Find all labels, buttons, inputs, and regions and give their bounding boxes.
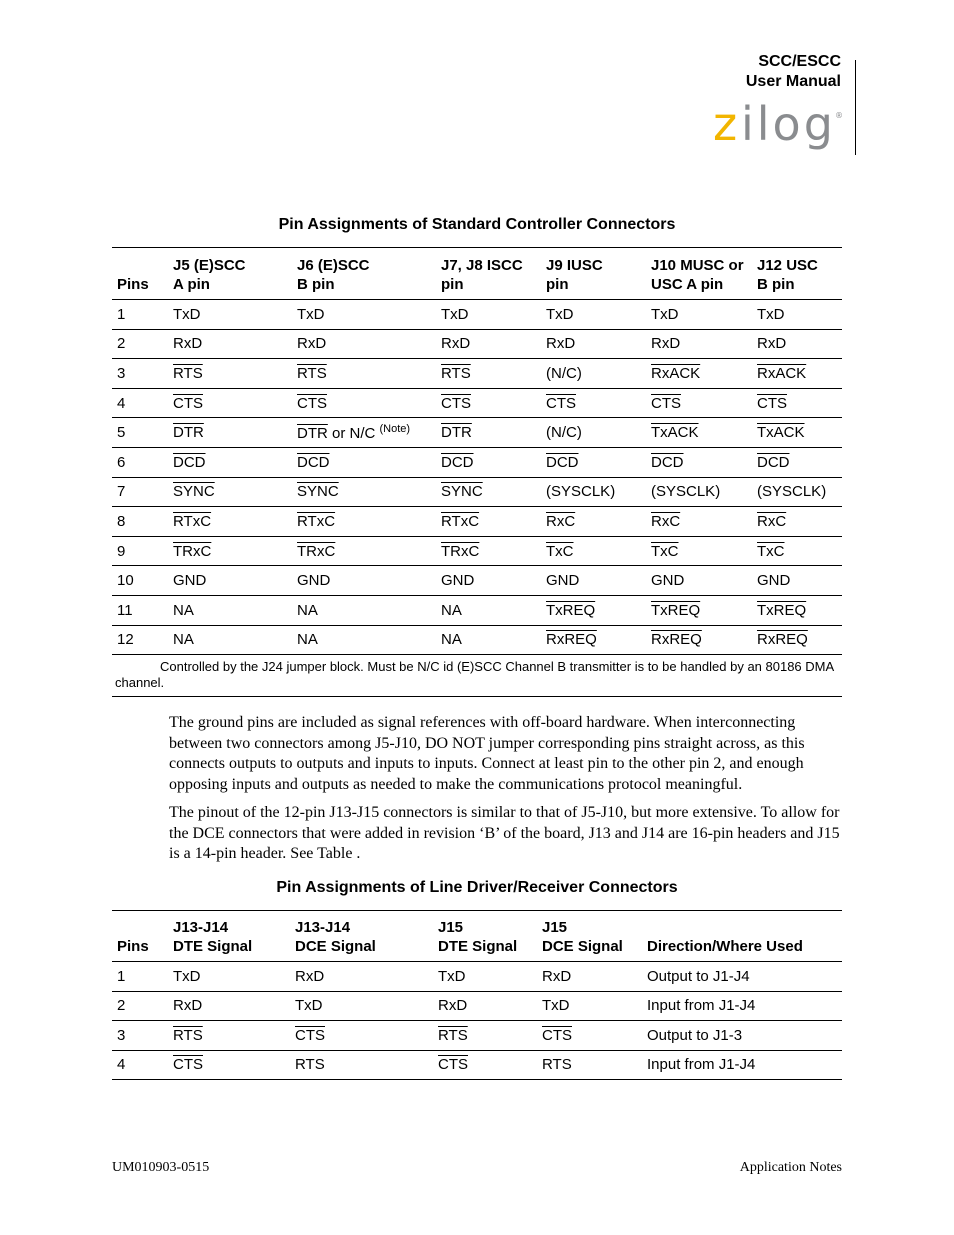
table-cell: [752, 507, 842, 537]
table2-header-j15-dte: J15 DTE Signal: [438, 919, 518, 955]
table-cell: [290, 1021, 433, 1051]
signal-active-low: SYNC: [297, 483, 339, 501]
signal-active-low: $\overline{DCD}$: [651, 453, 684, 471]
table1-header-j7-j8: J7, J8 ISCC pin: [441, 257, 523, 293]
table-cell: [168, 418, 292, 448]
signal-active-low: $\overline{DTR}$: [297, 425, 328, 443]
table-cell: GND: [757, 572, 791, 590]
table-cell: 12: [117, 631, 134, 649]
document-title-line2: User Manual: [745, 73, 841, 90]
table-cell: 2: [117, 997, 126, 1015]
table-cell: NA: [441, 601, 462, 619]
signal-active-low: $\overline{CTS}$: [295, 1026, 325, 1044]
table-cell: GND: [651, 572, 685, 590]
table-cell: [537, 1021, 642, 1051]
table-cell: (N/C): [546, 424, 582, 442]
table1-header-j12: J12 USC B pin: [757, 257, 818, 293]
table-cell: [433, 1050, 537, 1080]
table-cell: NA: [297, 631, 318, 649]
table-cell: [436, 507, 541, 537]
table-cell: [752, 388, 842, 418]
table-row: [112, 595, 842, 625]
signal-active-low: SYNC: [173, 483, 215, 501]
signal-active-low: RxREQ: [651, 631, 702, 649]
table2-header-direction: Direction/Where Used: [647, 938, 803, 955]
signal-active-low: TxREQ: [757, 601, 807, 619]
table1-header-j9: J9 IUSC pin: [546, 257, 603, 293]
table-cell: RxD: [441, 335, 471, 353]
table-cell: 9: [117, 542, 126, 560]
signal-active-low: $\overline{DCD}$: [173, 453, 206, 471]
signal-active-low: $\overline{DCD}$: [757, 453, 790, 471]
table-cell: (SYSCLK): [651, 483, 721, 501]
table1-note-text: Controlled by the J24 jumper block. Must be N/C id (E)SCC Channel B transmitter is to be handled by an 80186 DMA channel.: [115, 659, 834, 691]
signal-active-low: RTxC: [173, 512, 212, 530]
signal-active-low: $\overline{CTS}$: [173, 1056, 203, 1074]
signal-active-low: RTxC: [297, 512, 336, 530]
table1-header-row: [112, 248, 842, 300]
signal-active-low: SYNC: [441, 483, 483, 501]
table-row: [112, 300, 842, 330]
signal-active-low: $\overline{CTS}$: [542, 1026, 572, 1044]
signal-active-low: RTxC: [441, 512, 480, 530]
table-cell: [292, 536, 436, 566]
table-cell: (N/C): [546, 364, 582, 382]
body-paragraph-pinout: The pinout of the 12-pin J13-J15 connectors is similar to that of J5-J10, but more extensive. To allow for the DCE connectors that were added in revision ‘B’ of the board, J13 and J14 are 16-pin headers and J15 is a 14-pin header. See Table .: [169, 804, 840, 862]
signal-active-low: $\overline{RxC}$: [651, 512, 681, 530]
table-cell: 4: [117, 1056, 126, 1074]
signal-active-low: $\overline{CTS}$: [297, 394, 327, 412]
table-cell: RTS: [295, 1056, 325, 1074]
table-cell: (SYSCLK): [757, 483, 827, 501]
table-row: [112, 1050, 842, 1080]
line-driver-connectors-table: [112, 910, 842, 1080]
table-cell: 5: [117, 424, 126, 442]
document-number: UM010903-0515: [112, 1160, 210, 1175]
table-cell: [752, 625, 842, 655]
table-cell: [541, 507, 646, 537]
table-cell: TxD: [757, 305, 785, 323]
table2-header-pins: Pins: [117, 938, 149, 955]
signal-active-low: $\overline{DTR}$: [173, 424, 204, 442]
zilog-logo-z: z: [713, 104, 738, 151]
table-cell: [433, 1021, 537, 1051]
table-cell: [292, 507, 436, 537]
table1-note-row: [112, 655, 842, 697]
table-cell: [541, 388, 646, 418]
table-row: [112, 359, 842, 389]
table-cell: [292, 447, 436, 477]
table-cell: 1: [117, 967, 126, 985]
table-cell: RxD: [438, 997, 468, 1015]
table-row: [112, 991, 842, 1021]
cell-suffix: or N/C: [327, 425, 380, 443]
signal-active-low: $\overline{CTS}$: [441, 394, 471, 412]
table-cell: [168, 359, 292, 389]
registered-mark-icon: ®: [835, 111, 843, 120]
table-cell: Input from J1-J4: [647, 997, 756, 1015]
table-cell: [541, 595, 646, 625]
table-cell: RTS: [542, 1056, 572, 1074]
table-cell: (SYSCLK): [546, 483, 616, 501]
table2-header-j13-dte: J13-J14 DTE Signal: [173, 919, 253, 955]
signal-active-low: $\overline{DTR}$: [441, 424, 472, 442]
table-row: [112, 388, 842, 418]
table-cell: [168, 536, 292, 566]
table-cell: NA: [173, 631, 194, 649]
table-cell: [168, 447, 292, 477]
signal-active-low: TxREQ: [546, 601, 596, 619]
table-cell: Output to J1-J4: [647, 967, 750, 985]
signal-active-low: RxREQ: [546, 631, 597, 649]
table-cell: NA: [441, 631, 462, 649]
table-cell: TxD: [438, 967, 466, 985]
table1-header-pins: Pins: [117, 276, 149, 293]
table-cell: TxD: [295, 997, 323, 1015]
table-cell: [168, 388, 292, 418]
signal-active-low: $\overline{RTS}$: [173, 364, 203, 382]
standard-connectors-table: [112, 247, 842, 697]
signal-active-low: $\overline{DCD}$: [441, 453, 474, 471]
table-cell: [646, 536, 752, 566]
signal-active-low: TxREQ: [651, 601, 701, 619]
table-cell: RxD: [173, 997, 203, 1015]
table-cell: [436, 477, 541, 507]
table-cell: RxD: [546, 335, 576, 353]
table-row: [112, 625, 842, 655]
table-cell: GND: [546, 572, 580, 590]
table-cell: TxD: [297, 305, 325, 323]
table-cell: 6: [117, 453, 126, 471]
table-cell: 2: [117, 335, 126, 353]
table-row: [112, 477, 842, 507]
table-row: [112, 536, 842, 566]
header-divider: [855, 60, 856, 155]
table-cell: [168, 477, 292, 507]
signal-active-low: $\overline{RxC}$: [546, 512, 576, 530]
table-cell: [752, 536, 842, 566]
table2-header-j13-dce: J13-J14 DCE Signal: [295, 919, 376, 955]
table-row: [112, 329, 842, 359]
table-cell: NA: [297, 601, 318, 619]
table-cell: [541, 625, 646, 655]
table1-header-j6: J6 (E)SCC B pin: [297, 257, 370, 293]
table-cell: TxD: [542, 997, 570, 1015]
table-row: [112, 507, 842, 537]
table-cell: [646, 388, 752, 418]
table-cell: TxD: [546, 305, 574, 323]
table2-header-row: [112, 911, 842, 962]
table-cell: [646, 447, 752, 477]
document-title: [746, 52, 841, 92]
table1-note: [112, 655, 842, 697]
table2-header-j15-dce: J15 DCE Signal: [542, 919, 623, 955]
table-cell: 4: [117, 394, 126, 412]
table-cell: 7: [117, 483, 126, 501]
table-cell: Output to J1-3: [647, 1026, 743, 1044]
body-paragraph-ground-pins: The ground pins are included as signal references with off-board hardware. When interconnecting between two connectors among J5-J10, DO NOT jumper corresponding pins straight across, as this connects outputs to outputs and inputs to inputs. Connect at least pin to the other pin 2, and enough opposing inputs and outputs as needed to make the communications protocol meaningful.: [169, 714, 805, 793]
table-cell: [436, 388, 541, 418]
table-cell: [292, 477, 436, 507]
signal-active-low: $\overline{RTS}$: [438, 1026, 468, 1044]
table-cell: GND: [297, 572, 331, 590]
table-cell: GND: [173, 572, 207, 590]
signal-active-low: $\overline{TxC}$: [757, 542, 785, 560]
table-row: [112, 566, 842, 596]
table-cell: [541, 447, 646, 477]
table-cell: [436, 536, 541, 566]
table-cell: [541, 536, 646, 566]
table-row: [112, 1021, 842, 1051]
signal-active-low: $\overline{CTS}$: [438, 1056, 468, 1074]
table-cell: [168, 507, 292, 537]
table-cell: [646, 359, 752, 389]
zilog-logo: [713, 104, 847, 156]
signal-active-low: RxREQ: [757, 631, 808, 649]
signal-active-low: $\overline{RTS}$: [297, 364, 327, 382]
table-cell: RxD: [173, 335, 203, 353]
table1-header-j10: J10 MUSC or USC A pin: [651, 257, 744, 293]
table-cell: TxD: [441, 305, 469, 323]
table-cell: [436, 359, 541, 389]
table-cell: RxD: [542, 967, 572, 985]
table-cell: 1: [117, 305, 126, 323]
table-cell: [752, 359, 842, 389]
signal-active-low: $\overline{DCD}$: [546, 453, 579, 471]
table-cell: [292, 359, 436, 389]
table-cell: [436, 418, 541, 448]
signal-active-low: $\overline{CTS}$: [651, 394, 681, 412]
table-row: [112, 447, 842, 477]
table-cell: TxD: [173, 305, 201, 323]
table-cell: [646, 507, 752, 537]
table-cell: RxD: [295, 967, 325, 985]
table-cell: NA: [173, 601, 194, 619]
table-cell: [168, 1021, 290, 1051]
table-cell: [752, 595, 842, 625]
signal-active-low: TRxC: [441, 542, 480, 560]
signal-active-low: TRxC: [297, 542, 336, 560]
table-cell: [646, 625, 752, 655]
table-cell: [646, 418, 752, 448]
signal-active-low: $\overline{TxC}$: [651, 542, 679, 560]
table-row: [112, 418, 842, 448]
signal-active-low: $\overline{TxC}$: [546, 542, 574, 560]
section-name: Application Notes: [739, 1160, 842, 1175]
signal-active-low: $\overline{CTS}$: [546, 394, 576, 412]
note-reference: (Note): [379, 423, 411, 436]
table1-header-j5: J5 (E)SCC A pin: [173, 257, 246, 293]
table-row: [112, 962, 842, 992]
table-cell: Input from J1-J4: [647, 1056, 756, 1074]
signal-active-low: RxACK: [757, 364, 807, 382]
table1-caption: Pin Assignments of Standard Controller Connectors: [278, 216, 676, 233]
zilog-logo-ilog: ilog: [741, 104, 836, 151]
signal-active-low: $\overline{RxC}$: [757, 512, 787, 530]
signal-active-low: RxACK: [651, 364, 701, 382]
signal-active-low: $\overline{CTS}$: [173, 394, 203, 412]
document-title-line1: SCC/ESCC: [758, 53, 841, 70]
table-cell: [752, 418, 842, 448]
table-cell: TxD: [173, 967, 201, 985]
signal-active-low: TRxC: [173, 542, 212, 560]
table-cell: 11: [117, 601, 133, 619]
table-cell: RxD: [757, 335, 787, 353]
signal-active-low: TxACK: [757, 424, 805, 442]
signal-active-low: $\overline{RTS}$: [173, 1026, 203, 1044]
table-cell: [292, 388, 436, 418]
table-cell: [752, 447, 842, 477]
signal-active-low: $\overline{RTS}$: [441, 364, 471, 382]
table-cell: RxD: [297, 335, 327, 353]
table-cell: [292, 418, 436, 448]
table-cell: [646, 595, 752, 625]
table-cell: TxD: [651, 305, 679, 323]
table-cell: 10: [117, 572, 134, 590]
table-cell: [436, 447, 541, 477]
signal-active-low: $\overline{CTS}$: [757, 394, 787, 412]
table-cell: 3: [117, 364, 126, 382]
signal-active-low: $\overline{DCD}$: [297, 453, 330, 471]
table-cell: 3: [117, 1026, 126, 1044]
table-cell: RxD: [651, 335, 681, 353]
signal-active-low: TxACK: [651, 424, 699, 442]
table-cell: 8: [117, 512, 126, 530]
table-cell: GND: [441, 572, 475, 590]
table-cell: [168, 1050, 290, 1080]
table2-caption: Pin Assignments of Line Driver/Receiver Connectors: [276, 879, 678, 896]
